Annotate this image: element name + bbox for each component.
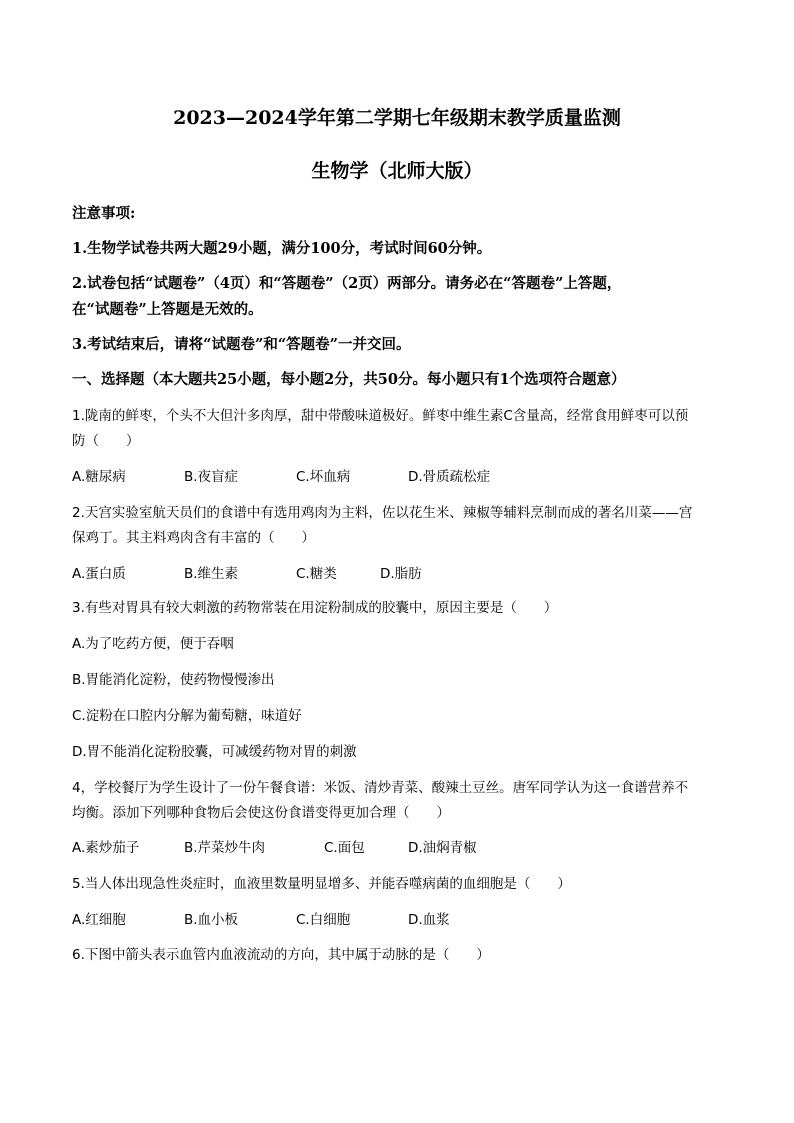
question-1-option-a: A.糖尿病 [72,469,126,485]
exam-subtitle: 生物学（北师大版） [311,160,483,182]
notes-item-2-line-1: 2.试卷包括“试题卷”（4页）和“答题卷”（2页）两部分。请务必在“答题卷”上答题， [72,275,622,292]
question-2-option-a: A.蛋白质 [72,566,126,582]
question-1-option-b: B.夜盲症 [184,469,239,485]
exam-title: 2023—2024学年第二学期七年级期末教学质量监测 [173,107,621,129]
question-4-line-1: 4，学校餐厅为学生设计了一份午餐食谱：米饭、清炒青菜、酸辣土豆丝。唐军同学认为这一食谱营养不 [72,780,689,796]
question-1-option-c: C.坏血病 [296,469,351,485]
question-1-line-1: 1.陇南的鲜枣，个头不大但汁多肉厚，甜中带酸味道极好。鲜枣中维生素C含量高，经常食用鲜枣可以预 [72,408,689,424]
question-6-line-1: 6.下图中箭头表示血管内血液流动的方向，其中属于动脉的是（ ） [72,947,490,963]
question-5-option-a: A.红细胞 [72,912,126,928]
question-3-option-a: A.为了吃药方便，便于吞咽 [72,636,234,652]
question-4-option-d: D.油焖青椒 [408,840,477,856]
question-3-option-b: B.胃能消化淀粉，使药物慢慢渗出 [72,672,275,688]
question-2-line-2: 保鸡丁。其主料鸡肉含有丰富的（ ） [72,530,315,546]
notes-item-3: 3.考试结束后，请将“试题卷”和“答题卷”一并交回。 [72,336,411,353]
question-4-option-c: C.面包 [324,840,365,856]
question-3-line-1: 3.有些对胃具有较大刺激的药物常装在用淀粉制成的胶囊中，原因主要是（ ） [72,600,558,616]
question-4-option-b: B.芹菜炒牛肉 [184,840,266,856]
question-5-option-c: C.白细胞 [296,912,351,928]
notes-item-1: 1.生物学试卷共两大题29小题，满分100分，考试时间60分钟。 [72,240,492,257]
question-3-option-c: C.淀粉在口腔内分解为葡萄糖，味道好 [72,708,302,724]
question-2-option-b: B.维生素 [184,566,239,582]
question-4-line-2: 均衡。添加下列哪种食物后会使这份食谱变得更加合理（ ） [72,805,450,821]
notes-heading: 注意事项: [72,205,136,222]
question-2-option-c: C.糖类 [296,566,337,582]
question-3-option-d: D.胃不能消化淀粉胶囊，可减缓药物对胃的刺激 [72,744,357,760]
question-4-option-a: A.素炒茄子 [72,840,140,856]
question-5-option-d: D.血浆 [408,912,450,928]
question-1-option-d: D.骨质疏松症 [408,469,491,485]
section-1-heading: 一、选择题（本大题共25小题，每小题2分，共50分。每小题只有1个选项符合题意） [72,371,626,388]
question-2-option-d: D.脂肪 [380,566,422,582]
question-2-line-1: 2.天宫实验室航天员们的食谱中有选用鸡肉为主料，佐以花生米、辣椒等辅料烹制而成的著名川菜——宫 [72,505,693,521]
question-5-line-1: 5.当人体出现急性炎症时，血液里数量明显增多、并能吞噬病菌的血细胞是（ ） [72,876,571,892]
question-5-option-b: B.血小板 [184,912,239,928]
notes-item-2-line-2: 在“试题卷”上答题是无效的。 [72,301,263,318]
question-1-line-2: 防（ ） [72,433,140,449]
